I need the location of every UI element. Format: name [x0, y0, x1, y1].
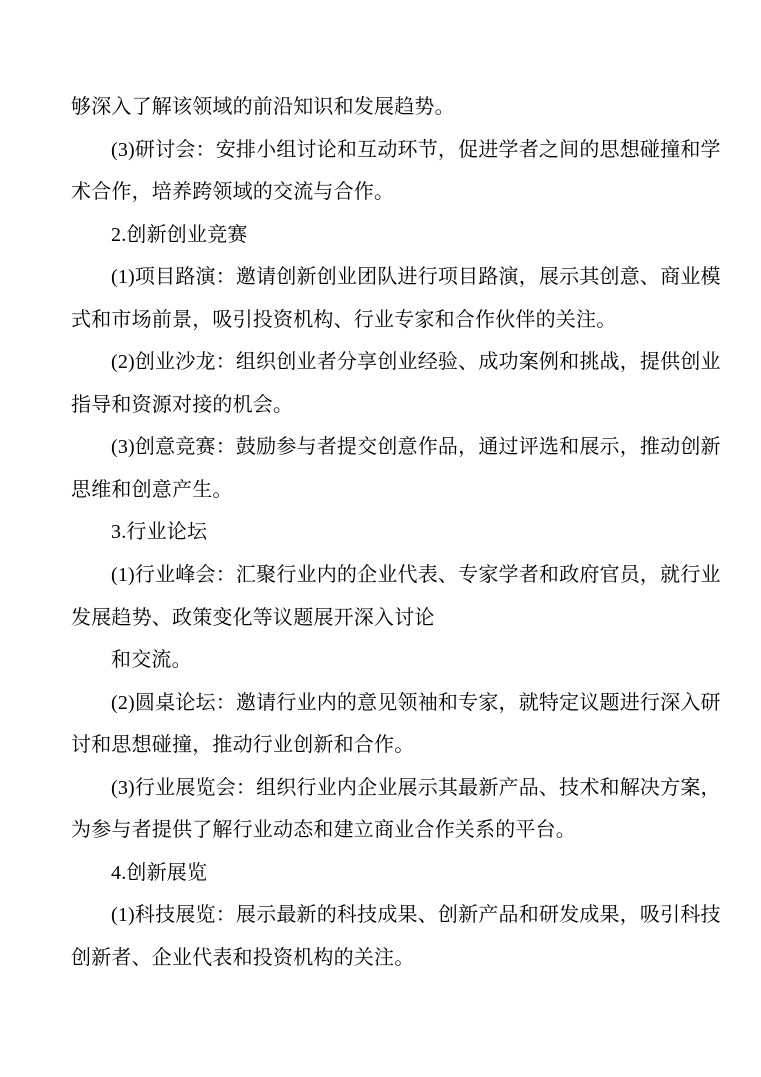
text-line: (3)创意竞赛：鼓励参与者提交创意作品，通过评选和展示，推动创新: [111, 436, 721, 459]
text-line: (1)行业峰会：汇聚行业内的企业代表、专家学者和政府官员，就行业: [111, 564, 721, 587]
text-line: (2)圆桌论坛：邀请行业内的意见领袖和专家，就特定议题进行深入研: [111, 691, 721, 714]
text-line: 为参与者提供了解行业动态和建立商业合作关系的平台。: [71, 819, 576, 842]
text-line: 3.行业论坛: [111, 521, 208, 544]
text-line: (3)行业展览会：组织行业内企业展示其最新产品、技术和解决方案，: [111, 776, 721, 799]
document-text-area[interactable]: [71, 86, 721, 979]
text-line: 发展趋势、政策变化等议题展开深入讨论: [71, 606, 435, 629]
text-line: 式和市场前景，吸引投资机构、行业专家和合作伙伴的关注。: [71, 308, 617, 331]
text-line: (1)科技展览：展示最新的科技成果、创新产品和研发成果，吸引科技: [111, 904, 721, 927]
text-line: 指导和资源对接的机会。: [71, 393, 294, 416]
text-line: (1)项目路演：邀请创新创业团队进行项目路演，展示其创意、商业模: [111, 266, 721, 289]
text-line: 术合作，培养跨领域的交流与合作。: [71, 181, 395, 204]
text-line: 讨和思想碰撞，推动行业创新和合作。: [71, 734, 415, 757]
text-line: 够深入了解该领域的前沿知识和发展趋势。: [71, 96, 455, 118]
text-line: (3)研讨会：安排小组讨论和互动环节，促进学者之间的思想碰撞和学: [111, 138, 721, 161]
text-line: 创新者、企业代表和投资机构的关注。: [71, 946, 415, 969]
text-line: 2.创新创业竞赛: [111, 223, 248, 246]
text-line: (2)创业沙龙：组织创业者分享创业经验、成功案例和挑战，提供创业: [111, 351, 721, 374]
text-line: 4.创新展览: [111, 861, 208, 884]
text-line: 思维和创意产生。: [71, 478, 233, 501]
text-line: 和交流。: [111, 649, 192, 672]
